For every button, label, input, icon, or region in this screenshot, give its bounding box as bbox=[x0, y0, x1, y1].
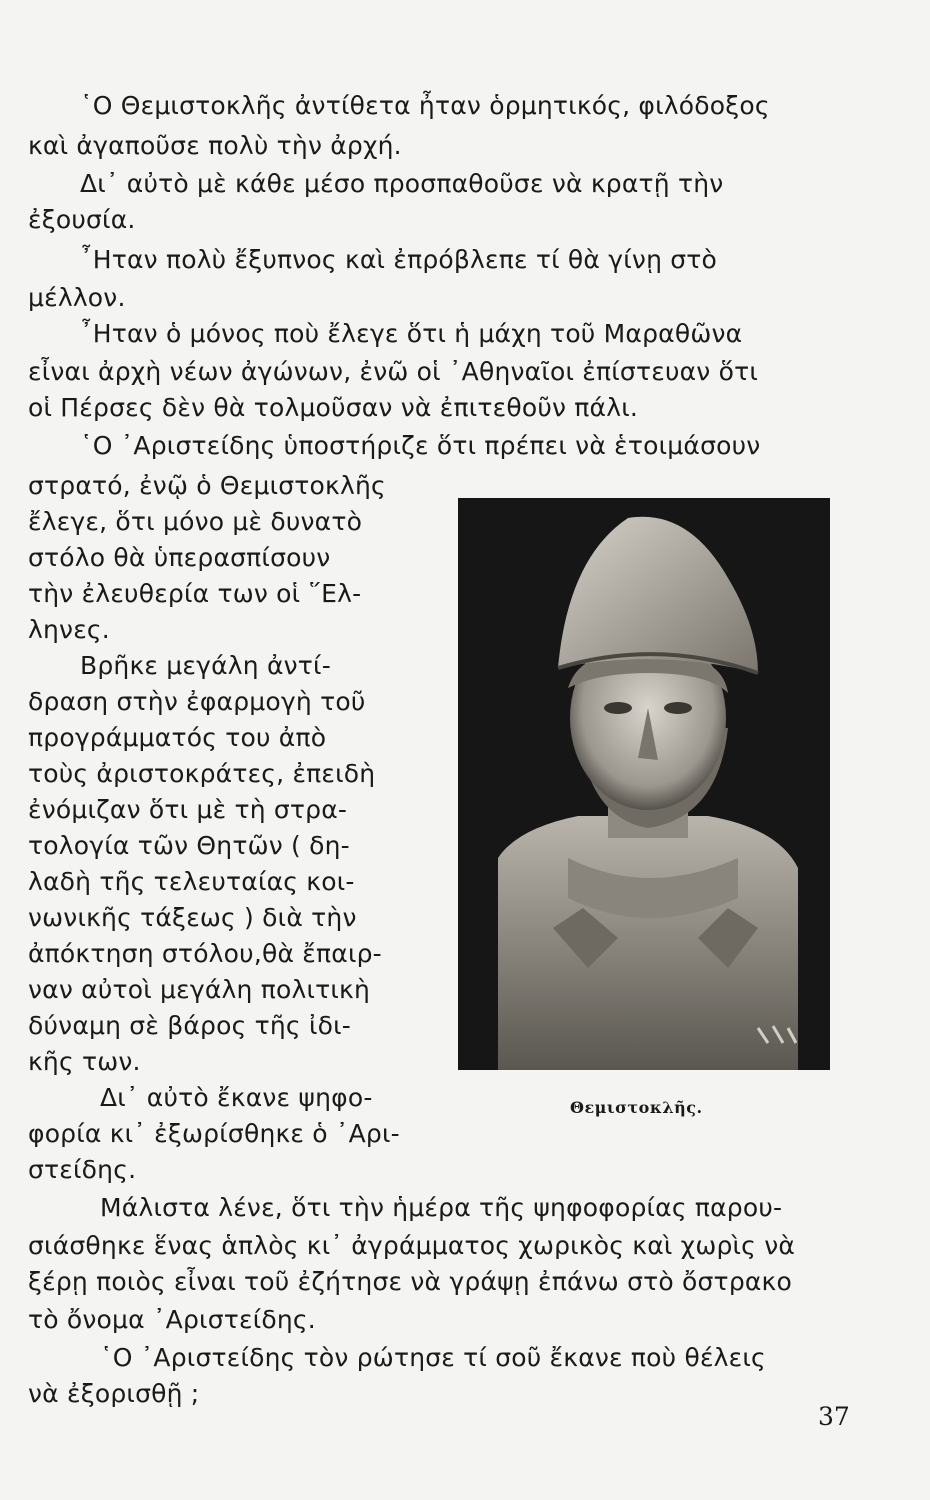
text-line: ῏Ηταν πολὺ ἔξυπνος καὶ ἐπρόβλεπε τί θὰ γίνῃ στὸ bbox=[80, 245, 718, 274]
text-line: τὸ ὄνομα ᾿Αριστείδης. bbox=[28, 1305, 316, 1334]
text-line: ἀπόκτηση στόλου,θὰ ἔπαιρ- bbox=[28, 939, 382, 968]
text-line: εἶναι ἀρχὴ νέων ἀγώνων, ἐνῶ οἱ ᾿Αθηναῖοι ἐπίστευαν ὅτι bbox=[28, 357, 759, 386]
text-line: καὶ ἀγαποῦσε πολὺ τὴν ἀρχή. bbox=[28, 131, 402, 160]
text-line: ῾Ο Θεμιστοκλῆς ἀντίθετα ἦταν ὁρμητικός, φιλόδοξος bbox=[80, 91, 770, 120]
text-line: κῆς των. bbox=[28, 1047, 141, 1076]
text-line: Δι᾿ αὐτὸ ἔκανε ψηφο- bbox=[100, 1083, 373, 1112]
text-line: οἱ Πέρσες δὲν θὰ τολμοῦσαν νὰ ἐπιτεθοῦν πάλι. bbox=[28, 393, 639, 422]
text-line: Βρῆκε μεγάλη ἀντί- bbox=[80, 651, 331, 680]
text-line: ἐνόμιζαν ὅτι μὲ τὴ στρα- bbox=[28, 795, 348, 824]
text-line: στείδης. bbox=[28, 1155, 137, 1184]
text-line: φορία κι᾿ ἐξωρίσθηκε ὁ ᾿Αρι- bbox=[28, 1119, 400, 1148]
bust-illustration bbox=[458, 498, 830, 1070]
text-line: ναν αὐτοὶ μεγάλη πολιτικὴ bbox=[28, 975, 371, 1004]
themistocles-bust-photo bbox=[458, 498, 830, 1070]
text-line: Μάλιστα λένε, ὅτι τὴν ἡμέρα τῆς ψηφοφορίας παρου- bbox=[100, 1193, 783, 1222]
text-line: τὴν ἐλευθερία των οἱ ῞Ελ- bbox=[28, 579, 362, 608]
text-line: ἐξουσία. bbox=[28, 205, 136, 234]
text-line: στόλο θὰ ὑπερασπίσουν bbox=[28, 543, 331, 572]
text-line: ἔλεγε, ὅτι μόνο μὲ δυνατὸ bbox=[28, 507, 363, 536]
text-line: σιάσθηκε ἕνας ἁπλὸς κι᾿ ἀγράμματος χωρικὸς καὶ χωρὶς νὰ bbox=[28, 1231, 796, 1260]
text-line: προγράμματός του ἀπὸ bbox=[28, 723, 327, 752]
text-line: λαδὴ τῆς τελευταίας κοι- bbox=[28, 867, 355, 896]
text-line: στρατό, ἐνῷ ὁ Θεμιστοκλῆς bbox=[28, 471, 386, 500]
text-line: Δι᾿ αὐτὸ μὲ κάθε μέσο προσπαθοῦσε νὰ κρατῇ τὴν bbox=[80, 169, 724, 198]
text-line: δραση στὴν ἐφαρμογὴ τοῦ bbox=[28, 687, 366, 716]
text-line: νωνικῆς τάξεως ) διὰ τὴν bbox=[28, 903, 357, 932]
text-line: ῾Ο ᾿Αριστείδης τὸν ρώτησε τί σοῦ ἔκανε ποὺ θέλεις bbox=[100, 1343, 766, 1372]
figure-caption: Θεμιστοκλῆς. bbox=[570, 1098, 703, 1117]
text-line: νὰ ἐξορισθῇ ; bbox=[28, 1379, 200, 1408]
text-line: ληνες. bbox=[28, 615, 110, 644]
text-line: τολογία τῶν Θητῶν ( δη- bbox=[28, 831, 350, 860]
text-line: ῾Ο ᾿Αριστείδης ὑποστήριζε ὅτι πρέπει νὰ ἑτοιμάσουν bbox=[80, 431, 761, 460]
text-line: δύναμη σὲ βάρος τῆς ἰδι- bbox=[28, 1011, 351, 1040]
text-line: τοὺς ἀριστοκράτες, ἐπειδὴ bbox=[28, 759, 376, 788]
text-line: ῏Ηταν ὁ μόνος ποὺ ἔλεγε ὅτι ἡ μάχη τοῦ Μαραθῶνα bbox=[80, 319, 743, 348]
text-line: μέλλον. bbox=[28, 283, 126, 312]
text-line: ξέρῃ ποιὸς εἶναι τοῦ ἐζήτησε νὰ γράψῃ ἐπάνω στὸ ὄστρακο bbox=[28, 1267, 792, 1296]
page-number: 37 bbox=[818, 1402, 850, 1431]
